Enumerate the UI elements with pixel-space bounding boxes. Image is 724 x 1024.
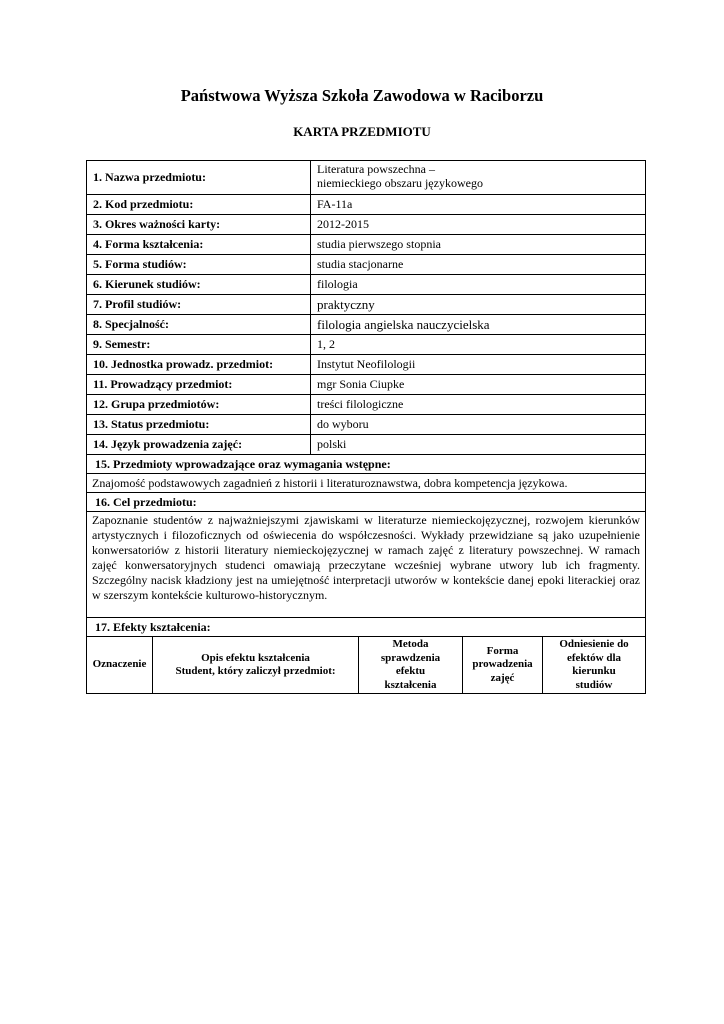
field-label: 8. Specjalność: [87,315,311,334]
field-label: 4. Forma kształcenia: [87,235,311,254]
field-label: 12. Grupa przedmiotów: [87,395,311,414]
section-text-row [87,511,645,617]
column-header-text: Forma [486,644,519,657]
column-header-verification-method [359,637,463,693]
section-heading-row [87,617,645,636]
goal-text: Zapoznanie studentów z najważniejszymi zjawiskami w literaturze niemieckojęzycznej, rozwojem kierunków artystycznych i filozoficznych od oświecenia do współczesności. Wykłady przewidziane są jako uzupełnienie konwersatoriów z historii literatury niemieckojęzycznej w ramach zajęć z literatury powszechnej. W ramach zajęć konwersatoryjnych studenci omawiają przeczytane wcześniej wybrane utwory lub ich fragmenty. Szczególny nacisk kładziony jest na umiejętność interpretacji utworów w kontekście danej epoki literackiej oraz w szerszym kontekście kulturowo-historycznym. [92,513,640,603]
field-value: studia pierwszego stopnia [317,237,441,251]
field-value: treści filologiczne [317,397,404,411]
field-value: 1, 2 [317,337,335,351]
field-label: 14. Język prowadzenia zajęć: [87,435,311,454]
field-row [87,254,645,274]
column-header-designation [87,637,153,693]
field-label: 5. Forma studiów: [87,255,311,274]
field-label: 2. Kod przedmiotu: [87,195,311,214]
field-row [87,374,645,394]
column-header-text: Metoda [392,638,429,650]
prerequisites-text: Znajomość podstawowych zagadnień z historii i literaturoznawstwa, dobra kompetencja językowa. [92,475,568,490]
column-header-text: zajęć [490,671,515,684]
goal-heading: 16. Cel przedmiotu: [95,494,197,509]
field-value-line: niemieckiego obszaru językowego [317,176,483,190]
field-value: filologia [317,277,358,291]
field-row [87,414,645,434]
column-header-text: sprawdzenia [380,651,441,664]
prerequisites-heading: 15. Przedmioty wprowadzające oraz wymagania wstępne: [95,456,391,471]
field-value: FA-11a [317,197,353,211]
field-label: 6. Kierunek studiów: [87,275,311,294]
field-value: polski [317,437,347,451]
section-heading-row [87,454,645,473]
column-header-text: efektów dla [566,651,622,664]
outcomes-heading: 17. Efekty kształcenia: [95,619,211,634]
document-title: KARTA PRZEDMIOTU [293,124,431,139]
field-row [87,161,645,194]
field-label: 9. Semestr: [87,335,311,354]
institution-title: Państwowa Wyższa Szkoła Zawodowa w Raciborzu [180,86,544,105]
column-header-class-form [463,637,543,693]
field-value [311,161,645,194]
column-header-text: Oznaczenie [92,658,147,671]
field-row [87,214,645,234]
field-value: 2012-2015 [317,217,369,231]
column-header-text: Student, który zaliczył przedmiot: [175,665,336,677]
column-header-reference [543,637,645,693]
field-row [87,434,645,454]
outcomes-header-row [87,636,645,693]
field-value: Instytut Neofilologii [317,357,416,371]
field-value-line: Literatura powszechna – [317,162,435,176]
column-header-text: studiów [575,678,613,691]
field-value: do wyboru [317,417,369,431]
field-row [87,294,645,314]
field-row [87,354,645,374]
field-value: praktyczny [317,296,375,312]
field-row [87,314,645,334]
field-value: studia stacjonarne [317,257,404,271]
column-header-text: Odniesienie do [559,638,629,650]
section-text-row [87,473,645,492]
column-header-description [153,637,359,693]
field-row [87,394,645,414]
section-heading-row [87,492,645,511]
field-value: filologia angielska nauczycielska [317,316,490,332]
field-label: 11. Prowadzący przedmiot: [87,375,311,394]
field-label: 7. Profil studiów: [87,295,311,314]
column-header-text: Opis efektu kształcenia [201,651,310,664]
field-label: 1. Nazwa przedmiotu: [87,161,311,194]
field-label: 3. Okres ważności karty: [87,215,311,234]
field-value: mgr Sonia Ciupke [317,377,405,391]
column-header-text: efektu [395,665,426,677]
course-card-table [86,160,646,694]
column-header-text: prowadzenia [472,658,533,671]
field-row [87,334,645,354]
column-header-text: kształcenia [384,678,437,691]
column-header-text: kierunku [572,665,616,677]
field-row [87,234,645,254]
field-label: 13. Status przedmiotu: [87,415,311,434]
field-row [87,274,645,294]
field-label: 10. Jednostka prowadz. przedmiot: [87,355,311,374]
field-row [87,194,645,214]
